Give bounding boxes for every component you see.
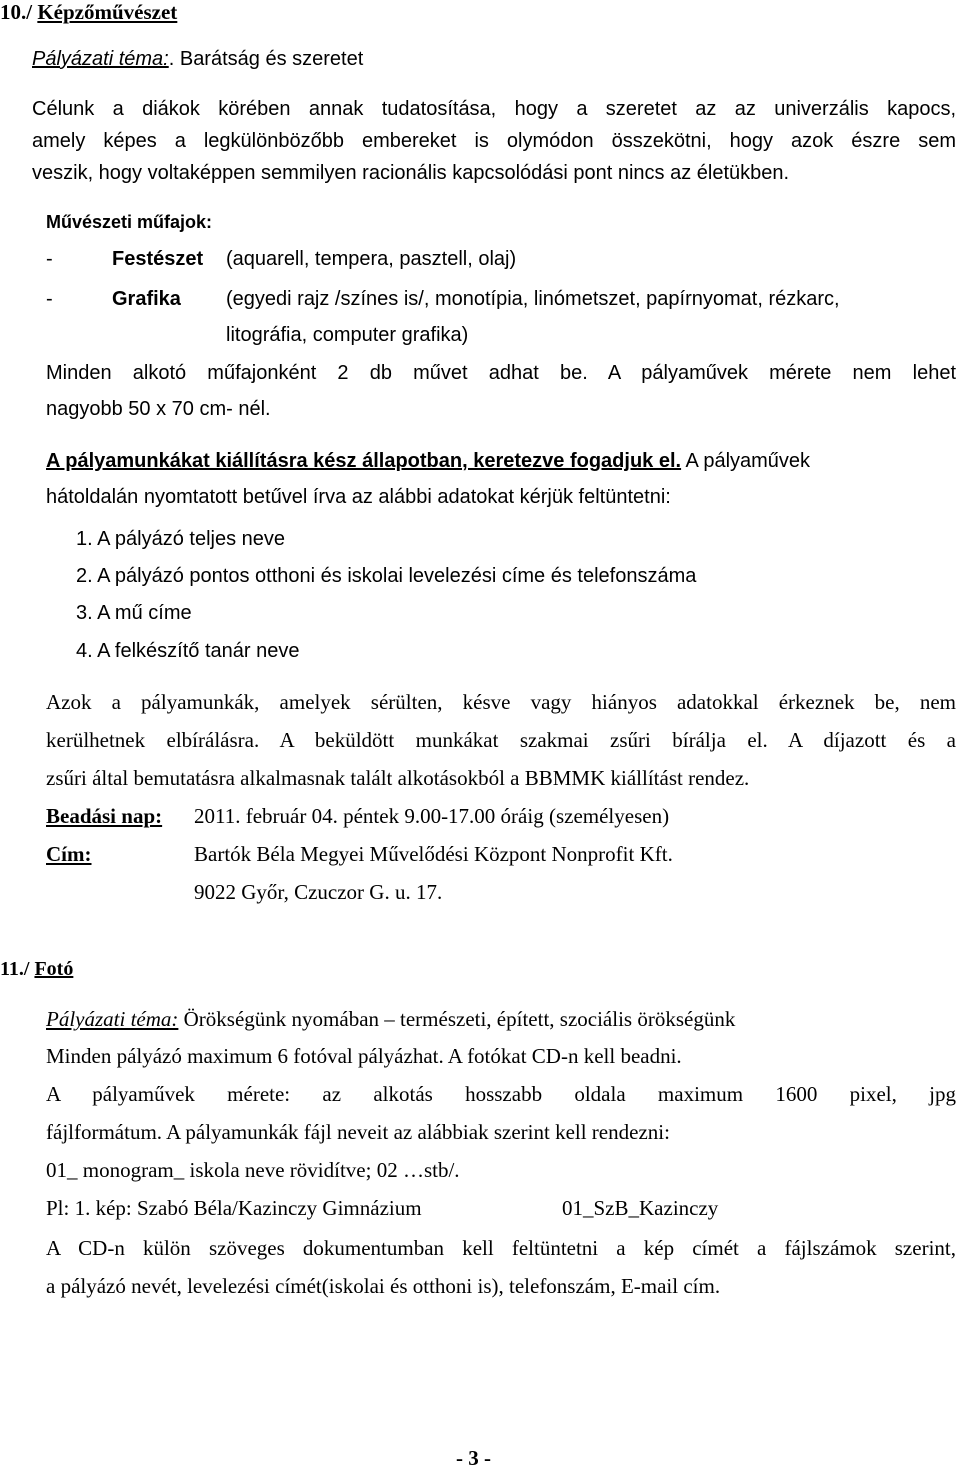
genre-name-painting: Festészet bbox=[112, 248, 204, 270]
genre-dash-1: - bbox=[46, 248, 53, 270]
closing-line-1: Azok a pályamunkák, amelyek sérülten, késve vagy hiányos adatokkal érkeznek be, nem bbox=[46, 690, 956, 714]
intro-line-2: amely képes a legkülönbözőbb embereket is olymódon összekötni, hogy azok észre sem bbox=[32, 130, 956, 152]
photo-line-2: A pályaművek mérete: az alkotás hosszabb oldala maximum 1600 pixel, jpg bbox=[46, 1082, 956, 1106]
framed-note-line bbox=[46, 450, 810, 473]
list-item: 4. A felkészítő tanár neve bbox=[76, 640, 300, 662]
photo-example-a: Pl: 1. kép: Szabó Béla/Kazinczy Gimnázium bbox=[46, 1196, 422, 1220]
rules-line-2: nagyobb 50 x 70 cm- nél. bbox=[46, 398, 271, 420]
address-label: Cím: bbox=[46, 842, 92, 866]
section-10-title: Képzőművészet bbox=[37, 0, 178, 24]
intro-line-1: Célunk a diákok körében annak tudatosítása, hogy a szeretet az az univerzális kapocs, bbox=[32, 98, 956, 120]
photo-theme-label: Pályázati téma: bbox=[46, 1007, 179, 1031]
section-10-heading bbox=[0, 0, 177, 25]
framed-note: A pályamunkákat kiállításra kész állapotban, keretezve fogadjuk el. bbox=[46, 450, 682, 472]
photo-line-1: Minden pályázó maximum 6 fotóval pályázhat. A fotókat CD-n kell beadni. bbox=[46, 1044, 682, 1068]
back-note-b: hátoldalán nyomtatott betűvel írva az alábbi adatokat kérjük feltüntetni: bbox=[46, 486, 671, 508]
page-number: - 3 - bbox=[456, 1446, 491, 1470]
photo-line-4: 01_ monogram_ iskola neve rövidítve; 02 …stb/. bbox=[46, 1158, 460, 1182]
photo-theme-value: Örökségünk nyomában – természeti, épített, szociális örökségünk bbox=[183, 1007, 736, 1031]
rules-line-1: Minden alkotó műfajonként 2 db művet adhat be. A pályaművek mérete nem lehet bbox=[46, 362, 956, 384]
section-11-theme bbox=[46, 1007, 735, 1032]
list-item: 2. A pályázó pontos otthoni és iskolai levelezési címe és telefonszáma bbox=[76, 565, 697, 587]
list-item: 1. A pályázó teljes neve bbox=[76, 528, 286, 550]
photo-line-3: fájlformátum. A pályamunkák fájl neveit az alábbiak szerint kell rendezni: bbox=[46, 1120, 670, 1144]
genre-desc-painting: (aquarell, tempera, pasztell, olaj) bbox=[226, 248, 517, 270]
genre-desc-graphics: (egyedi rajz /színes is/, monotípia, linómetszet, papírnyomat, rézkarc, bbox=[226, 288, 840, 310]
genres-label: Művészeti műfajok: bbox=[46, 212, 213, 232]
intro-line-3: veszik, hogy voltaképpen semmilyen racionális kapcsolódási pont nincs az életükben. bbox=[32, 162, 790, 184]
theme-value: . Barátság és szeretet bbox=[168, 48, 364, 70]
deadline-value: 2011. február 04. péntek 9.00-17.00 óráig (személyesen) bbox=[194, 804, 670, 828]
section-10-number: 10./ bbox=[0, 0, 33, 24]
closing-line-2: kerülhetnek elbírálásra. A beküldött munkákat szakmai zsűri bírálja el. A díjazott és a bbox=[46, 728, 956, 752]
address-line-1: Bartók Béla Megyei Művelődési Központ Nonprofit Kft. bbox=[194, 842, 673, 866]
back-note-a: A pályaművek bbox=[681, 450, 811, 472]
address-line-2: 9022 Győr, Czuczor G. u. 17. bbox=[194, 880, 443, 904]
genre-desc-graphics-2: litográfia, computer grafika) bbox=[226, 324, 469, 346]
list-item: 3. A mű címe bbox=[76, 602, 192, 624]
genre-dash-2: - bbox=[46, 288, 53, 310]
deadline-label: Beadási nap: bbox=[46, 804, 163, 828]
theme-label: Pályázati téma: bbox=[32, 48, 169, 70]
closing-line-3: zsűri által bemutatásra alkalmasnak talált alkotásokból a BBMMK kiállítást rendez. bbox=[46, 766, 750, 790]
section-11-number: 11./ bbox=[0, 958, 30, 980]
cd-line-2: a pályázó nevét, levelezési címét(iskolai és otthoni is), telefonszám, E-mail cím. bbox=[46, 1274, 721, 1298]
section-11-title: Fotó bbox=[34, 958, 74, 980]
cd-line-1: A CD-n külön szöveges dokumentumban kell feltüntetni a kép címét a fájlszámok szerint, bbox=[46, 1236, 956, 1260]
photo-example-b: 01_SzB_Kazinczy bbox=[562, 1196, 719, 1220]
section-10-theme bbox=[32, 48, 363, 71]
genre-name-graphics: Grafika bbox=[112, 288, 181, 310]
section-11-heading bbox=[0, 958, 73, 981]
